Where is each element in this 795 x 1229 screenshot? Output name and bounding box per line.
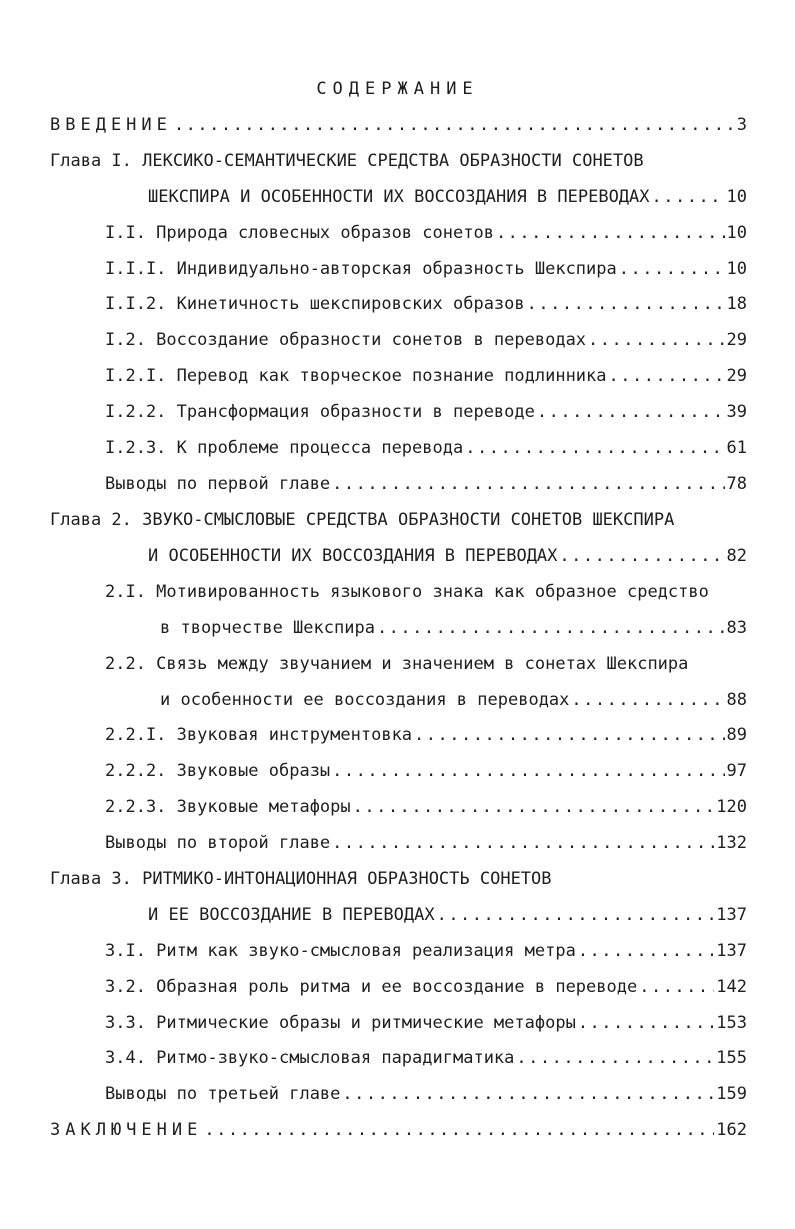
toc-entry-label: ШЕКСПИРА И ОСОБЕННОСТИ ИХ ВОССОЗДАНИЯ В ПЕРЕВОДАХ bbox=[148, 187, 650, 207]
dot-leader bbox=[578, 1012, 714, 1034]
dot-leader bbox=[619, 258, 725, 280]
toc-entry-cont bbox=[160, 689, 747, 711]
toc-entry-page: 159 bbox=[716, 1084, 747, 1104]
toc-entry-label: 2.2.2. Звуковые образы bbox=[105, 761, 331, 781]
toc-entry bbox=[105, 940, 747, 962]
dot-leader bbox=[332, 760, 724, 782]
toc-entry-label: Выводы по второй главе bbox=[105, 833, 331, 853]
toc-entry-label: и особенности ее воссоздания в переводах bbox=[160, 690, 570, 710]
dot-leader bbox=[527, 293, 725, 315]
toc-entry-label: 2.2.3. Звуковые метафоры bbox=[105, 797, 351, 817]
toc-chapter-3-heading bbox=[50, 868, 554, 890]
toc-chapter-2-heading-cont bbox=[148, 545, 747, 567]
dot-leader bbox=[437, 904, 715, 926]
dot-leader bbox=[578, 940, 714, 962]
dot-leader bbox=[377, 617, 725, 639]
toc-entry-label: 3.3. Ритмические образы и ритмические метафоры bbox=[105, 1013, 576, 1033]
toc-entry bbox=[105, 1012, 747, 1034]
toc-entry-label: 2.I. Мотивированность языкового знака как образное средство bbox=[105, 582, 709, 602]
dot-leader bbox=[537, 401, 725, 423]
dot-leader bbox=[332, 832, 714, 854]
toc-entry-label: И ОСОБЕННОСТИ ИХ ВОССОЗДАНИЯ В ПЕРЕВОДАХ bbox=[148, 546, 558, 566]
toc-entry-page: 137 bbox=[716, 905, 747, 925]
toc-entry-conclusion bbox=[50, 1119, 747, 1141]
toc-entry-label: И ЕЕ ВОССОЗДАНИЕ В ПЕРЕВОДАХ bbox=[148, 905, 435, 925]
toc-entry-page: 120 bbox=[716, 797, 747, 817]
toc-entry bbox=[105, 365, 747, 387]
toc-entry-page: 78 bbox=[726, 474, 747, 494]
dot-leader bbox=[204, 1119, 714, 1141]
toc-chapter-3-heading-cont bbox=[148, 904, 747, 926]
toc-entry-page: 137 bbox=[716, 941, 747, 961]
toc-entry-label: ВВЕДЕНИЕ bbox=[50, 115, 172, 135]
toc-entry-page: 10 bbox=[726, 259, 747, 279]
toc-entry-page: 97 bbox=[726, 761, 747, 781]
toc-entry-page: 132 bbox=[716, 833, 747, 853]
dot-leader bbox=[353, 796, 715, 818]
toc-entry bbox=[105, 760, 747, 782]
toc-entry-page: 61 bbox=[726, 438, 747, 458]
toc-entry-label: I.2.3. К проблеме процесса перевода bbox=[105, 438, 464, 458]
toc-entry-page: 155 bbox=[716, 1048, 747, 1068]
toc-entry-introduction bbox=[50, 114, 747, 136]
toc-entry bbox=[105, 329, 747, 351]
toc-chapter-2-heading bbox=[50, 509, 676, 531]
toc-entry bbox=[105, 581, 711, 603]
toc-entry-label: в творчестве Шекспира bbox=[160, 618, 375, 638]
toc-entry-label: Глава 2. ЗВУКО-СМЫСЛОВЫЕ СРЕДСТВА ОБРАЗНОСТИ СОНЕТОВ ШЕКСПИРА bbox=[50, 510, 675, 530]
toc-chapter-1-heading bbox=[50, 150, 646, 172]
dot-leader bbox=[465, 437, 724, 459]
dot-leader bbox=[332, 473, 724, 495]
dot-leader bbox=[571, 689, 724, 711]
dot-leader bbox=[174, 114, 735, 136]
toc-entry-label: Глава 3. РИТМИКО-ИНТОНАЦИОННАЯ ОБРАЗНОСТЬ СОНЕТОВ bbox=[50, 869, 552, 889]
toc-entry-page: 18 bbox=[726, 294, 747, 314]
toc-entry bbox=[105, 293, 747, 315]
toc-entry-label: I.I.2. Кинетичность шекспировских образов bbox=[105, 294, 525, 314]
toc-entry-page: 89 bbox=[726, 725, 747, 745]
toc-entry-label: I.I. Природа словесных образов сонетов bbox=[105, 223, 494, 243]
toc-entry-label: 3.2. Образная роль ритма и ее воссоздание в переводе bbox=[105, 977, 638, 997]
toc-entry-cont bbox=[160, 617, 747, 639]
toc-entry-label: Выводы по первой главе bbox=[105, 474, 331, 494]
toc-entry-page: 83 bbox=[726, 618, 747, 638]
toc-entry-conclusions-2 bbox=[105, 832, 747, 854]
toc-entry-label: 3.4. Ритмо-звуко-смысловая парадигматика bbox=[105, 1048, 515, 1068]
toc-entry-label: I.2. Воссоздание образности сонетов в переводах bbox=[105, 330, 587, 350]
toc-entry bbox=[105, 401, 747, 423]
toc-entry-label: ЗАКЛЮЧЕНИЕ bbox=[50, 1120, 203, 1140]
toc-entry bbox=[105, 1047, 747, 1069]
dot-leader bbox=[516, 1047, 714, 1069]
toc-entry-page: 10 bbox=[726, 223, 747, 243]
toc-entry-page: 153 bbox=[716, 1013, 747, 1033]
dot-leader bbox=[652, 186, 725, 208]
toc-entry-label: 3.I. Ритм как звуко-смысловая реализация метра bbox=[105, 941, 576, 961]
toc-entry-page: 82 bbox=[726, 546, 747, 566]
toc-entry-page: 10 bbox=[726, 187, 747, 207]
toc-entry-page: 3 bbox=[736, 115, 747, 135]
toc-entry-conclusions-3 bbox=[105, 1083, 747, 1105]
toc-entry-conclusions-1 bbox=[105, 473, 747, 495]
dot-leader bbox=[559, 545, 724, 567]
dot-leader bbox=[414, 724, 724, 746]
toc-entry-label: 2.2.I. Звуковая инструментовка bbox=[105, 725, 413, 745]
toc-entry-page: 29 bbox=[726, 366, 747, 386]
toc-entry bbox=[105, 653, 690, 675]
toc-entry bbox=[105, 976, 747, 998]
toc-entry-label: I.I.I. Индивидуально-авторская образность Шекспира bbox=[105, 259, 617, 279]
toc-entry bbox=[105, 258, 747, 280]
dot-leader bbox=[639, 976, 714, 998]
toc-entry-page: 88 bbox=[726, 690, 747, 710]
toc-entry bbox=[105, 437, 747, 459]
toc-entry-label: I.2.I. Перевод как творческое познание подлинника bbox=[105, 366, 607, 386]
toc-entry-label: I.2.2. Трансформация образности в переводе bbox=[105, 402, 535, 422]
toc-chapter-1-heading-cont bbox=[148, 186, 747, 208]
dot-leader bbox=[342, 1083, 714, 1105]
dot-leader bbox=[496, 222, 725, 244]
dot-leader bbox=[609, 365, 725, 387]
toc-entry bbox=[105, 796, 747, 818]
toc-entry-page: 39 bbox=[726, 402, 747, 422]
toc-entry-page: 142 bbox=[716, 977, 747, 997]
dot-leader bbox=[588, 329, 724, 351]
page-title: СОДЕРЖАНИЕ bbox=[316, 79, 479, 99]
toc-entry bbox=[105, 222, 747, 244]
toc-entry-label: Глава I. ЛЕКСИКО-СЕМАНТИЧЕСКИЕ СРЕДСТВА ОБРАЗНОСТИ СОНЕТОВ bbox=[50, 151, 644, 171]
toc-entry-label: Выводы по третьей главе bbox=[105, 1084, 341, 1104]
toc-entry bbox=[105, 724, 747, 746]
toc-entry-label: 2.2. Связь между звучанием и значением в сонетах Шекспира bbox=[105, 654, 689, 674]
toc-entry-page: 162 bbox=[716, 1120, 747, 1140]
toc-entry-page: 29 bbox=[726, 330, 747, 350]
